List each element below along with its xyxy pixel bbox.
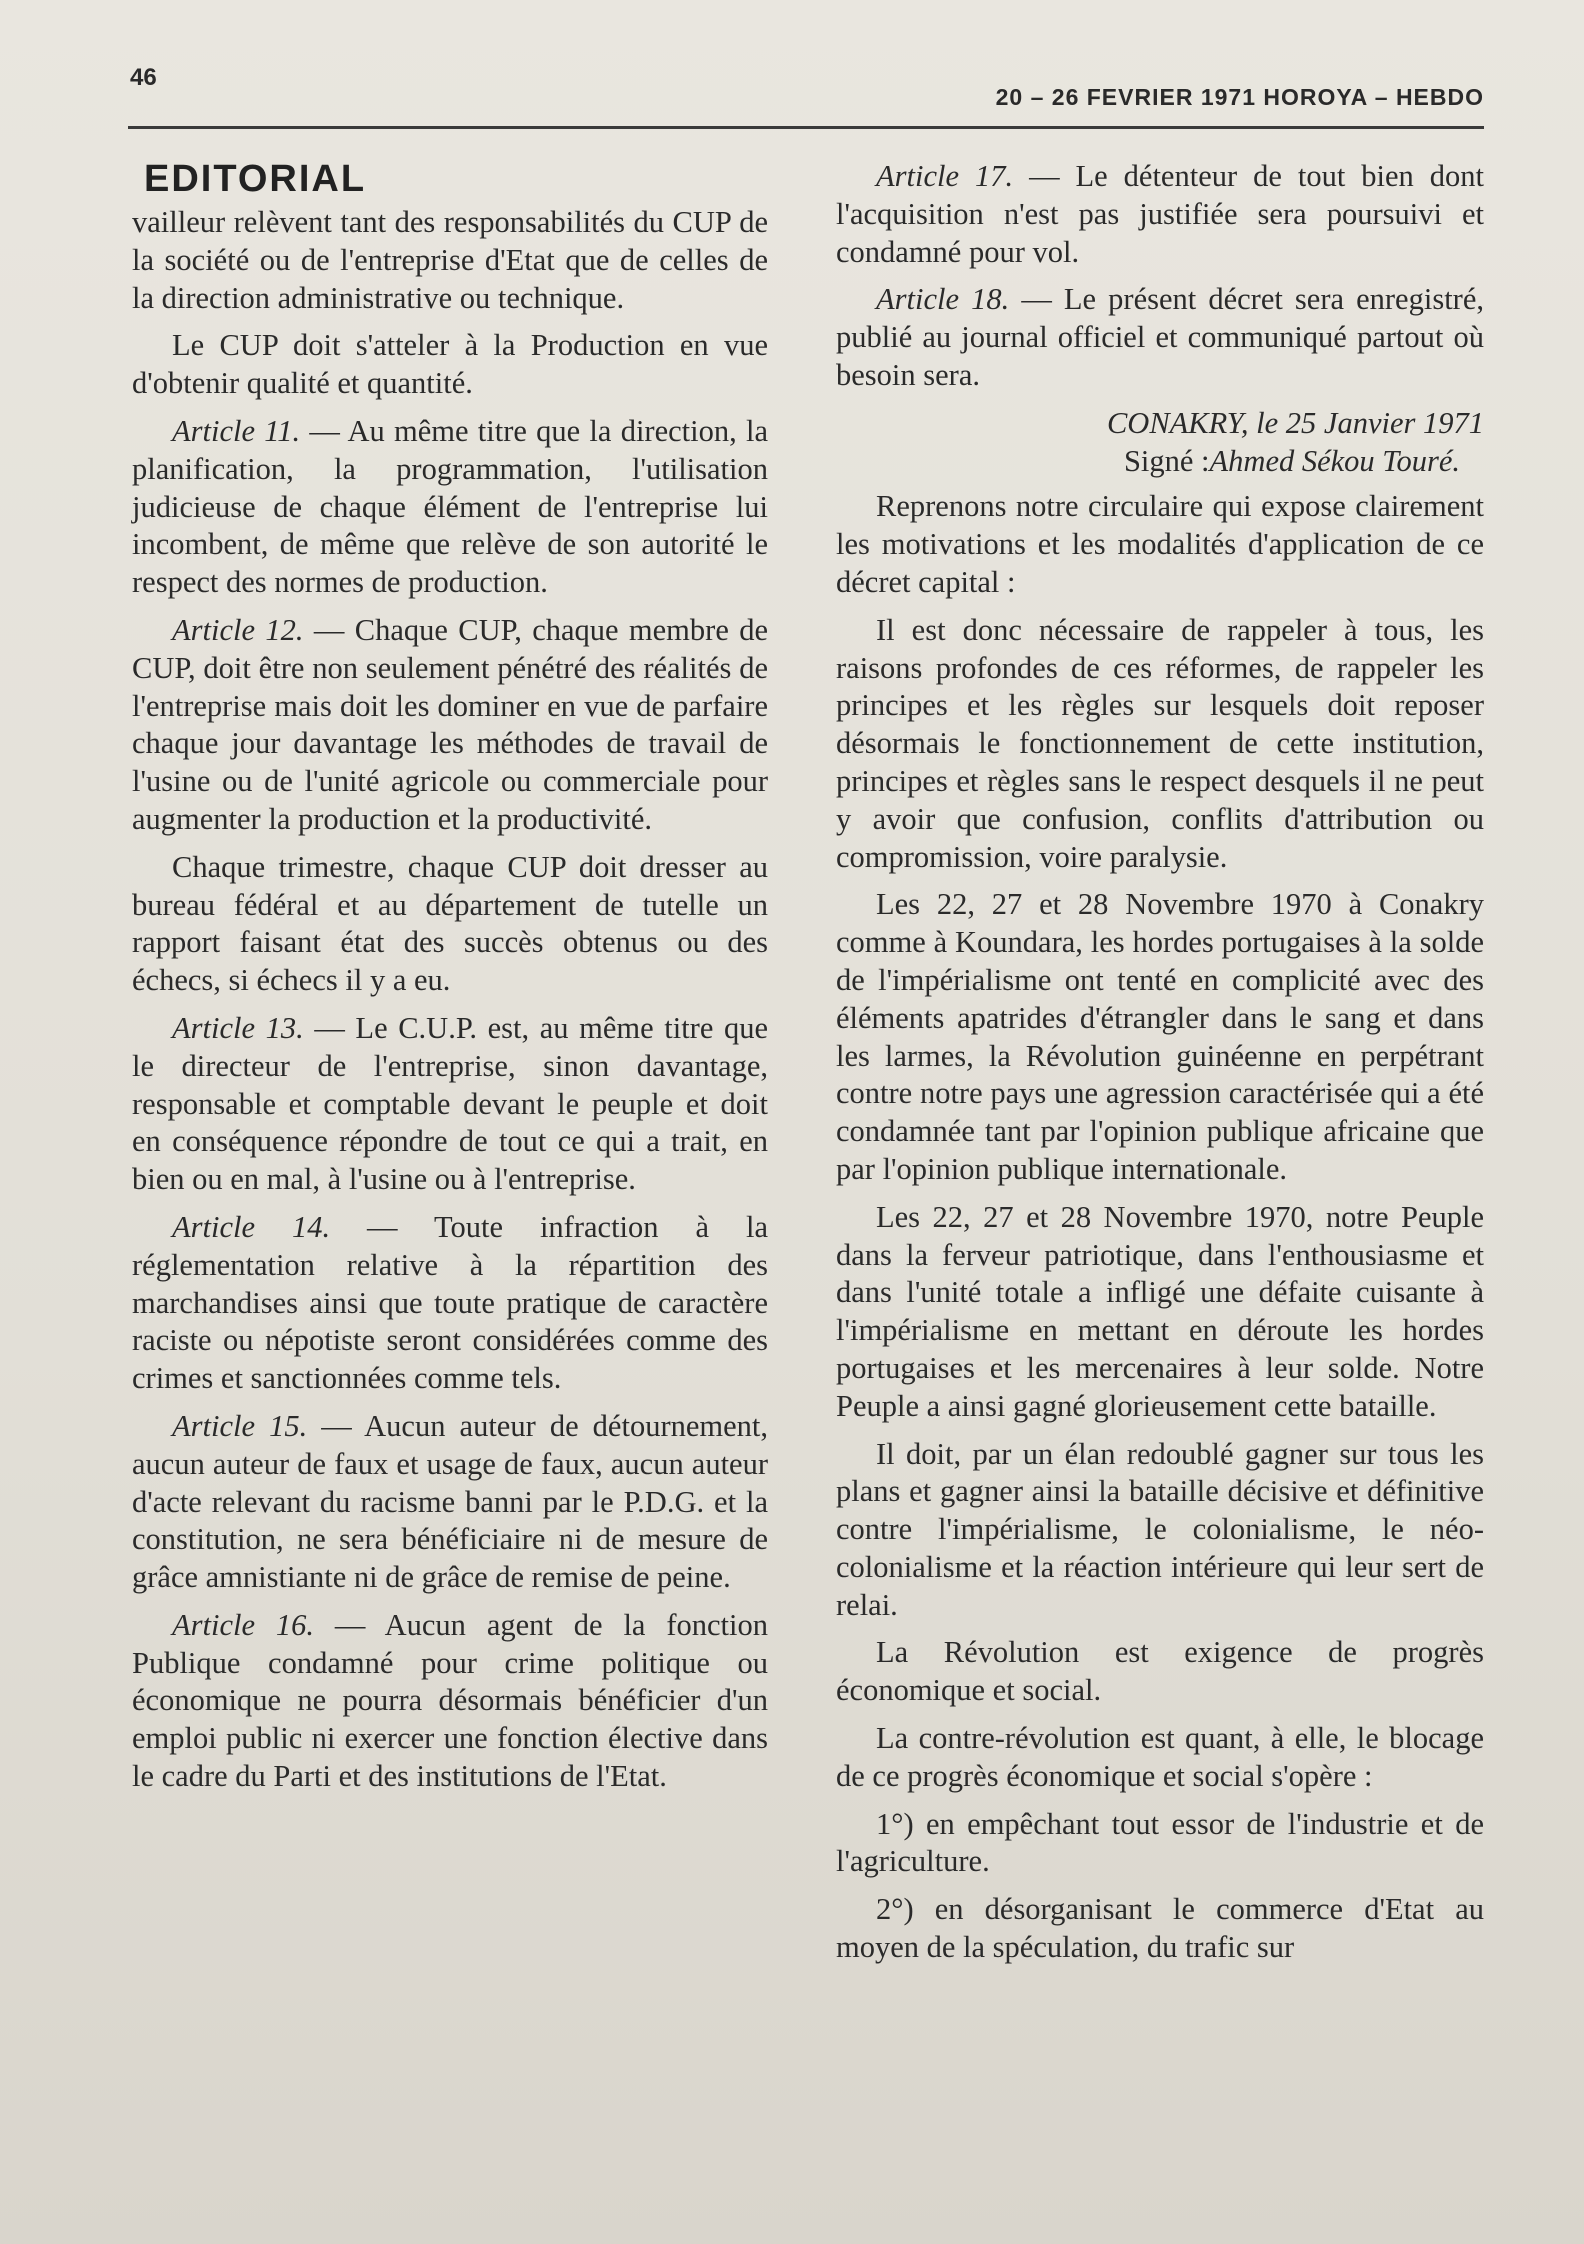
signature-name: Ahmed Sékou Touré. (1209, 443, 1460, 478)
paragraph-revolution: La Révolution est exigence de progrès économique et social. (836, 1635, 1484, 1708)
paragraph-contre-revolution: La contre-révolution est quant, à elle, le blocage de ce progrès économique et social s'opère : (836, 1721, 1484, 1793)
paragraph-trimestre: Chaque trimestre, chaque CUP doit dresser au bureau fédéral et au département de tutelle un rapport faisant état des succès obtenus ou des échecs, si échecs il y a eu. (132, 849, 768, 998)
article-label: Article 17. (876, 159, 1014, 193)
article-text: — Le présent décret sera enregistré, publié au journal officiel et communiqué partout où besoin sera. (836, 282, 1484, 392)
list-item-2: 2°) en désorganisant le commerce d'Etat au moyen de la spéculation, du trafic sur (836, 1892, 1484, 1965)
paragraph-doit: Il doit, par un élan redoublé gagner sur tous les plans et gagner ainsi la bataille décisive et définitive contre l'impérialisme, le colonialisme, le néo-colonialisme et la réaction intérieure qui leur sert de relai. (836, 1436, 1484, 1622)
article-text: — Chaque CUP, chaque membre de CUP, doit être non seulement pénétré des réalités de l'entreprise mais doit les dominer en vue de parfaire chaque jour davantage les méthodes de travail de l'usine ou de l'unité agricole ou commerciale pour augmenter la production et la productivité. (132, 612, 769, 836)
article-12 (132, 612, 768, 839)
article-label: Article 15. (172, 1408, 308, 1443)
article-label: Article 16. (172, 1607, 315, 1642)
article-text: — Aucun auteur de détournement, aucun auteur de faux et usage de faux, aucun auteur d'acte relevant du racisme banni par le P.D.G. et la constitution, ne sera bénéficiaire ni de mesure de grâce amnistiante ni de grâce de remise de peine. (132, 1408, 768, 1595)
paragraph-novembre-2: Les 22, 27 et 28 Novembre 1970, notre Peuple dans la ferveur patriotique, dans l'enthousiasme et dans l'unité totale a infligé une défaite cuisante à l'impérialisme en mettant en déroute les hordes portugaises et les mercenaires à leur solde. Notre Peuple a ainsi gagné glorieusement cette bataille. (836, 1199, 1484, 1423)
signature-prefix: Signé : (1123, 443, 1210, 478)
paragraph-continuation: vailleur relèvent tant des responsabilités du CUP de la société ou de l'entreprise d'Etat que de celles de la direction administrative ou technique. (132, 205, 768, 315)
article-label: Article 12. (172, 612, 304, 647)
article-14 (132, 1209, 768, 1398)
page-header (128, 62, 1484, 129)
signature (836, 443, 1460, 481)
article-text: — Toute infraction à la réglementation relative à la répartition des marchandises ainsi que toute pratique de caractère raciste ou népotiste seront considérées comme des crimes et sanctionnées comme tels. (132, 1209, 768, 1396)
article-text: — Au même titre que la direction, la planification, la programmation, l'utilisation judicieuse de chaque élément de l'entreprise lui incombent, de même que relève de son autorité le respect des normes de production. (132, 413, 768, 600)
article-17 (836, 158, 1484, 271)
article-11 (132, 413, 768, 602)
article-label: Article 18. (876, 282, 1010, 317)
article-label: Article 14. (172, 1209, 331, 1244)
article-13 (132, 1010, 768, 1199)
page-number: 46 (130, 64, 157, 91)
paragraph-production: Le CUP doit s'atteler à la Production en vue d'obtenir qualité et quantité. (132, 328, 768, 401)
article-text: — Le C.U.P. est, au même titre que le directeur de l'entreprise, sinon davantage, responsable et comptable devant le peuple et doit en conséquence répondre de tout ce qui a trait, en bien ou en mal, à l'usine ou à l'entreprise. (132, 1010, 769, 1197)
list-item-1: 1°) en empêchant tout essor de l'industrie et de l'agriculture. (836, 1806, 1484, 1879)
paragraph-necessaire: Il est donc nécessaire de rappeler à tous, les raisons profondes de ces réformes, de rappeler les principes et les règles sur lesquels doit reposer désormais le fonctionnement de cette institution, principes et règles sans le respect desquels il ne peut y avoir que confusion, conflits d'attribution ou compromission, voire paralysie. (836, 612, 1484, 874)
paragraph-novembre-1: Les 22, 27 et 28 Novembre 1970 à Conakry comme à Koundara, les hordes portugaises à la solde de l'impérialisme ont tenté en complicité avec des éléments apatrides d'étrangler dans le sang et dans les larmes, la Révolution guinéenne en perpétrant contre notre pays une agression caractérisée qui a été condamnée tant par l'opinion publique africaine que par l'opinion publique internationale. (836, 887, 1484, 1186)
article-15 (132, 1408, 768, 1597)
signature-place-date: CONAKRY, le 25 Janvier 1971 (1106, 405, 1484, 440)
article-label: Article 13. (172, 1010, 304, 1045)
issue-date-masthead: 20 – 26 FEVRIER 1971 HOROYA – HEBDO (995, 84, 1484, 110)
paragraph-reprenons: Reprenons notre circulaire qui expose clairement les motivations et les modalités d'application de ce décret capital : (836, 489, 1484, 599)
right-column (836, 158, 1484, 1977)
article-text: — Aucun agent de la fonction Publique condamné pour crime politique ou économique ne pourra désormais bénéficier d'un emploi public ni exercer une fonction élective dans le cadre du Parti et des institutions de l'Etat. (132, 1607, 768, 1794)
article-label: Article 11. (172, 413, 301, 448)
section-title: EDITORIAL (144, 158, 367, 200)
article-16 (132, 1607, 768, 1796)
article-18 (836, 281, 1484, 394)
article-text: — Le détenteur de tout bien dont l'acquisition n'est pas justifiée sera poursuivi et condamné pour vol. (836, 159, 1484, 269)
left-column (132, 158, 768, 1806)
